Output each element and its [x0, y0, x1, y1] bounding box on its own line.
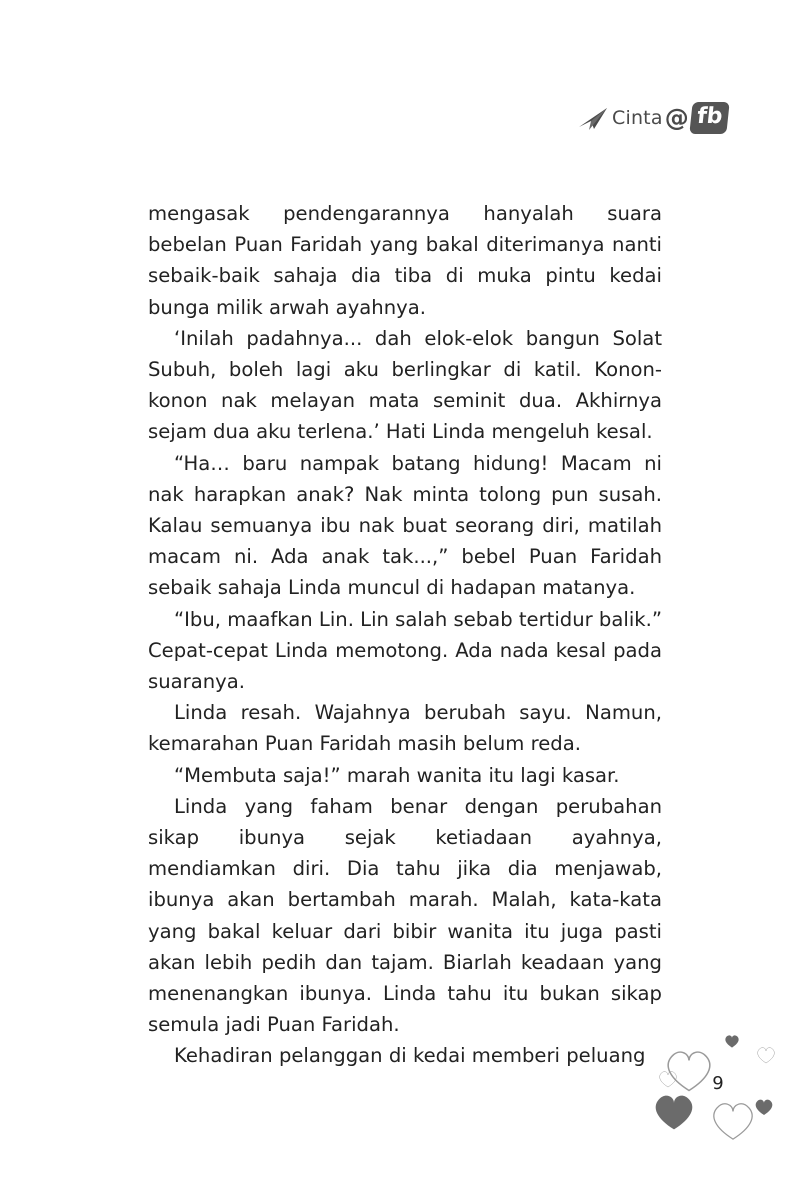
paragraph: ‘Inilah padahnya... dah elok-elok bangun Solat Subuh, boleh lagi aku berlingkar di katil. Konon-konon nak melayan mata seminit dua. Akhirnya sejam dua aku terlena.’ Hati Linda mengeluh kesal. — [148, 326, 662, 444]
brand-text: Cinta — [612, 107, 663, 129]
paragraph: “Ha… baru nampak batang hidung! Macam ni nak harapkan anak? Nak minta tolong pun susah. Kalau semuanya ibu nak buat seorang diri, matilah macam ni. Ada anak tak...,” bebel Puan Faridah sebaik sahaja Linda muncul di hadapan matanya. — [148, 451, 662, 600]
book-series-logo — [578, 100, 728, 136]
paragraph: “Membuta saja!” marah wanita itu lagi kasar. — [174, 763, 620, 787]
paper-plane-icon — [578, 105, 608, 131]
paragraph: Linda yang faham benar dengan perubahan sikap ibunya sejak ketiadaan ayahnya, mendiamkan diri. Dia tahu jika dia menjawab, ibunya akan bertambah marah. Malah, kata-kata yang bakal keluar dari bibir wanita itu juga pasti akan lebih pedih dan tajam. Biarlah keadaan yang menenangkan ibunya. Linda tahu itu bukan sikap semula jadi Puan Faridah. — [148, 794, 662, 1037]
at-icon: @ — [664, 104, 689, 132]
paragraph: “Ibu, maafkan Lin. Lin salah sebab tertidur balik.” Cepat-cepat Linda memotong. Ada nada kesal pada suaranya. — [148, 607, 662, 694]
heart-icon — [725, 1035, 738, 1047]
fb-badge: fb — [689, 102, 730, 134]
heart-icon — [714, 1104, 752, 1139]
paragraph: Kehadiran pelanggan di kedai memberi peluang — [174, 1044, 646, 1068]
body-text — [148, 198, 662, 1072]
heart-icon — [758, 1048, 775, 1063]
page-number: 9 — [712, 1073, 724, 1094]
heart-icon — [660, 1072, 677, 1087]
paragraph: mengasak pendengarannya hanyalah suara bebelan Puan Faridah yang bakal diterimanya nanti sebaik-baik sahaja dia tiba di muka pintu kedai bunga milik arwah ayahnya. — [148, 202, 662, 319]
heart-icon — [756, 1100, 773, 1115]
heart-icon — [656, 1096, 693, 1130]
paragraph: Linda resah. Wajahnya berubah sayu. Namun, kemarahan Puan Faridah masih belum reda. — [148, 701, 662, 756]
